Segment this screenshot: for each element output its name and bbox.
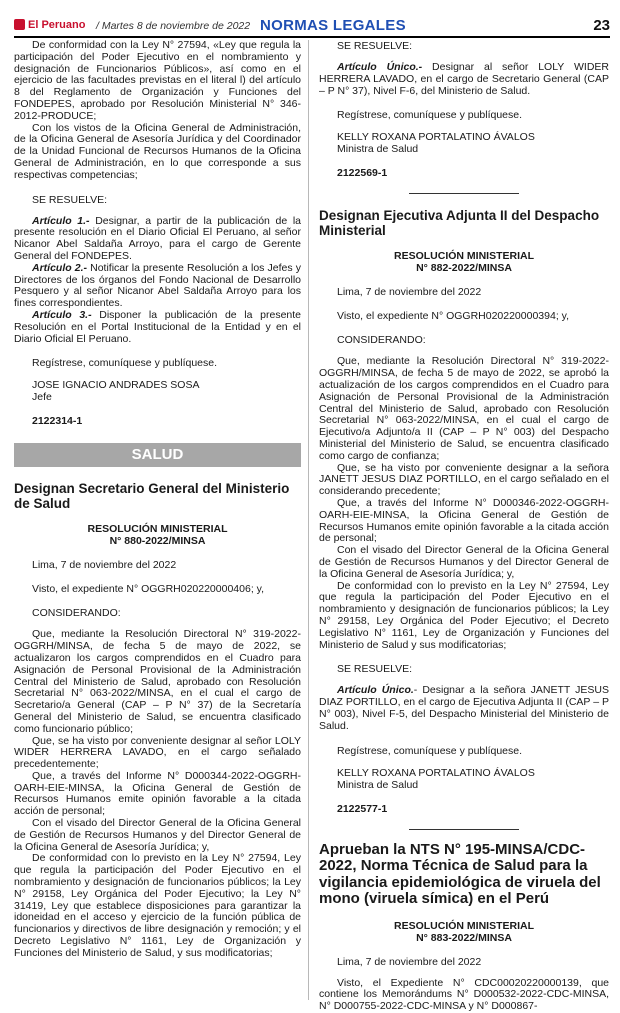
considerando-heading: CONSIDERANDO: [32, 607, 121, 620]
paragraph: Que, mediante la Resolución Directoral N° 319-2022-OGGRH/MINSA, de fecha 5 de mayo de 2022, se aprobó la actualización de los cargos comprendidos en el Cuadro para Asignación de Personal Provisional de la Administración Central del Ministerio de Salud, aprobado con Resolución Secretarial N° 063-2022/MINSA, en el cual el cargo de Ejecutivo/a Adjunto/a II (CAP – P N° 003) del Despacho Ministerial del Ministerio de Salud, se encuentra clasificado como cargo de confianza; [319, 355, 609, 462]
resolution-number: N° 882-2022/MINSA [416, 262, 512, 275]
article-title: Designan Ejecutiva Adjunta II del Despacho Ministerial [319, 208, 600, 239]
separator-rule [409, 193, 519, 194]
article-text: Designar, a partir de la publicación de la presente resolución en el Diario Oficial El Peruano, al señor Nicanor Abel Saldaña Arroyo, para el cargo de Gerente General del FONDEPES. [14, 214, 301, 262]
se-resuelve-heading: SE RESUELVE: [337, 663, 413, 676]
article-label: Artículo Único.- [337, 61, 423, 73]
resolution-number: N° 883-2022/MINSA [416, 931, 512, 944]
right-column [319, 40, 609, 1013]
resolution-heading [319, 920, 609, 944]
resolution-heading [14, 523, 301, 547]
publication-code: 2122314-1 [32, 415, 83, 428]
page-number: 23 [593, 17, 610, 34]
article-label: Artículo 2.- [32, 261, 88, 274]
se-resuelve-heading: SE RESUELVE: [32, 193, 108, 206]
article-text: Disponer la publicación de la presente Resolución en el Portal Institucional de la Entidad y en el Diario Oficial El Peruano. [14, 308, 301, 345]
publication-code: 2122569-1 [337, 167, 388, 180]
resolution-heading [319, 250, 609, 274]
se-resuelve-heading: SE RESUELVE: [337, 40, 413, 52]
signature-block [32, 379, 301, 403]
paragraph: Que, a través del Informe N° D000344-2022-OGGRH-OARH-EIE-MINSA, la Oficina General de Gestión de Recursos Humanos emite opinión favorable a la citada acción de personal; [14, 769, 301, 818]
paragraph: De conformidad con lo previsto en la Ley N° 27594, Ley que regula la participación del Poder Ejecutivo en el nombramiento y designación de funcionarios públicos; la Ley N° 29158, Ley Orgánica del Poder Ejecutivo; la Ley N° 31419, Ley que establece disposiciones para garantizar la idoneidad en el acceso y ejercicio de la función pública de funcionarios y directivos de libre designación y remoción; y el Decreto Legislativo N° 1161, Ley de Organización y Funciones del Ministerio de Salud, y sus modificatorias; [14, 852, 301, 959]
section-title: NORMAS LEGALES [260, 17, 406, 34]
closing-formula: Regístrese, comuníquese y publíquese. [32, 357, 218, 370]
article-unico-880 [319, 62, 609, 97]
signature-block [337, 767, 609, 791]
place-date: Lima, 7 de noviembre del 2022 [32, 559, 177, 572]
article-1 [14, 216, 301, 263]
paragraph: Que, mediante la Resolución Directoral N° 319-2022-OGGRH/MINSA, de fecha 5 de mayo de 2022, se actualizaron los cargos comprendidos en el Cuadro para Asignación de Personal Provisional de la Administración Central del Ministerio de Salud, aprobado con Resolución Secretarial N° 063-2022/MINSA, en el cual el cargo de Secretario/a General (CAP – P N° 37) de la Secretaría General del Ministerio de Salud, se encuentra clasificado como funcionario público; [14, 628, 301, 735]
paragraph: De conformidad con lo previsto en la Ley N° 27594, Ley que regula la participación del Poder Ejecutivo en el nombramiento y designación de funcionarios públicos; la Ley N° 29158, Ley Orgánica del Poder Ejecutivo; el Decreto Legislativo N° 1161, Ley de Organización y Funciones del Ministerio de Salud y sus modificatorias; [319, 579, 609, 651]
resolution-type: RESOLUCIÓN MINISTERIAL [87, 523, 228, 536]
paragraph: Con los vistos de la Oficina General de Administración, de la Oficina General de Asesoría Jurídica y del Coordinador de la Unidad Funcional de Recursos Humanos de la Oficina General de Administración, en lo que corresponde a sus respectivas competencias; [14, 121, 301, 181]
place-date: Lima, 7 de noviembre del 2022 [337, 286, 482, 299]
visto-line: Visto, el expediente N° OGGRH020220000394; y, [337, 310, 570, 323]
article-label: Artículo Único. [337, 684, 414, 697]
article-title: Designan Secretario General del Ministerio de Salud [14, 481, 290, 512]
paragraph: De conformidad con la Ley N° 27594, «Ley que regula la participación del Poder Ejecutivo en el nombramiento y designación de Funcionarios Públicos», así como en el ejercicio de las facultades previstas en el literal l) del artículo 8 del Reglamento de Organización y Funciones del FONDEPES, aprobado por Resolución Ministerial N° 346-2012-PRODUCE; [14, 39, 301, 122]
paragraph: Con el visado del Director General de la Oficina General de Gestión de Recursos Humanos y del Director General de la Oficina General de Asesoría Jurídica; y, [319, 544, 609, 580]
article-3 [14, 310, 301, 345]
article-unico-882 [319, 685, 609, 732]
resolution-type: RESOLUCIÓN MINISTERIAL [393, 250, 534, 263]
article-title: Aprueban la NTS N° 195-MINSA/CDC-2022, Norma Técnica de Salud para la vigilancia epidemiológica de viruela del mono (viruela símica) en el Perú [319, 840, 601, 907]
paragraph: Que, se ha visto por conveniente designar al señor LOLY WIDER HERRERA LAVADO, en el cargo señalado precedentemente; [14, 734, 301, 771]
article-text: - Designar a la señora JANETT JESUS DIAZ PORTILLO, en el cargo de Ejecutiva Adjunta II (CAP – P N° 003), Nivel F-5, del Despacho Ministerial del Ministerio de Salud. [319, 684, 609, 732]
section-banner: SALUD [14, 443, 301, 467]
signer-title: Ministra de Salud [337, 143, 419, 156]
signer-name: KELLY ROXANA PORTALATINO ÁVALOS [337, 766, 535, 779]
paragraph: Que, se ha visto por conveniente designar a la señora JANETT JESUS DIAZ PORTILLO, en el cargo señalado en el considerando precedente; [319, 461, 609, 498]
signer-name: KELLY ROXANA PORTALATINO ÁVALOS [337, 131, 535, 144]
closing-formula: Regístrese, comuníquese y publíquese. [337, 109, 523, 122]
paragraph: Que, a través del Informe N° D000346-2022-OGGRH-OARH-EIE-MINSA, la Oficina General de Gestión de Recursos Humanos emite opinión favorable a la citada acción de personal; [319, 496, 609, 545]
article-label: Artículo 3.- [32, 308, 92, 321]
article-text: Notificar la presente Resolución a los Jefes y Directores de los órganos del Fondo Nacional de Desarrollo Pesquero y al señor Nicanor Abel Saldaña Arroyo para los fines correspondientes. [14, 261, 301, 310]
left-column [14, 40, 301, 960]
newspaper-name: El Peruano [28, 19, 86, 31]
place-date: Lima, 7 de noviembre del 2022 [337, 955, 482, 968]
page-header [14, 18, 610, 38]
publication-code: 2122577-1 [337, 802, 388, 815]
considerando-heading: CONSIDERANDO: [337, 334, 426, 347]
signer-name: JOSE IGNACIO ANDRADES SOSA [32, 379, 200, 392]
separator-rule [409, 829, 519, 830]
signature-block [337, 131, 609, 155]
signer-title: Jefe [32, 391, 52, 404]
article-2 [14, 263, 301, 310]
article-label: Artículo 1.- [32, 214, 90, 227]
closing-formula: Regístrese, comuníquese y publíquese. [337, 744, 523, 757]
resolution-type: RESOLUCIÓN MINISTERIAL [393, 919, 534, 932]
visto-line: Visto, el expediente N° OGGRH020220000406; y, [32, 583, 265, 596]
paragraph: Con el visado del Director General de la Oficina General de Gestión de Recursos Humanos y del Director General de la Oficina General de Asesoría Jurídica; y, [14, 817, 301, 853]
paragraph: Visto, el Expediente N° CDC00020220000139, que contiene los Memorándums N° D000532-2022-CDC-MINSA, N° D000755-2022-CDC-MINSA y N° D000867- [319, 976, 609, 1013]
header-date: / Martes 8 de noviembre de 2022 [96, 20, 251, 32]
resolution-number: N° 880-2022/MINSA [109, 535, 206, 548]
newspaper-logo-icon [14, 19, 25, 30]
signer-title: Ministra de Salud [337, 778, 419, 791]
column-divider [308, 40, 309, 1000]
article-text: Designar al señor LOLY WIDER HERRERA LAVADO, en el cargo de Secretario General (CAP – P N° 37), Nivel F-6, del Ministerio de Salud. [319, 61, 609, 97]
